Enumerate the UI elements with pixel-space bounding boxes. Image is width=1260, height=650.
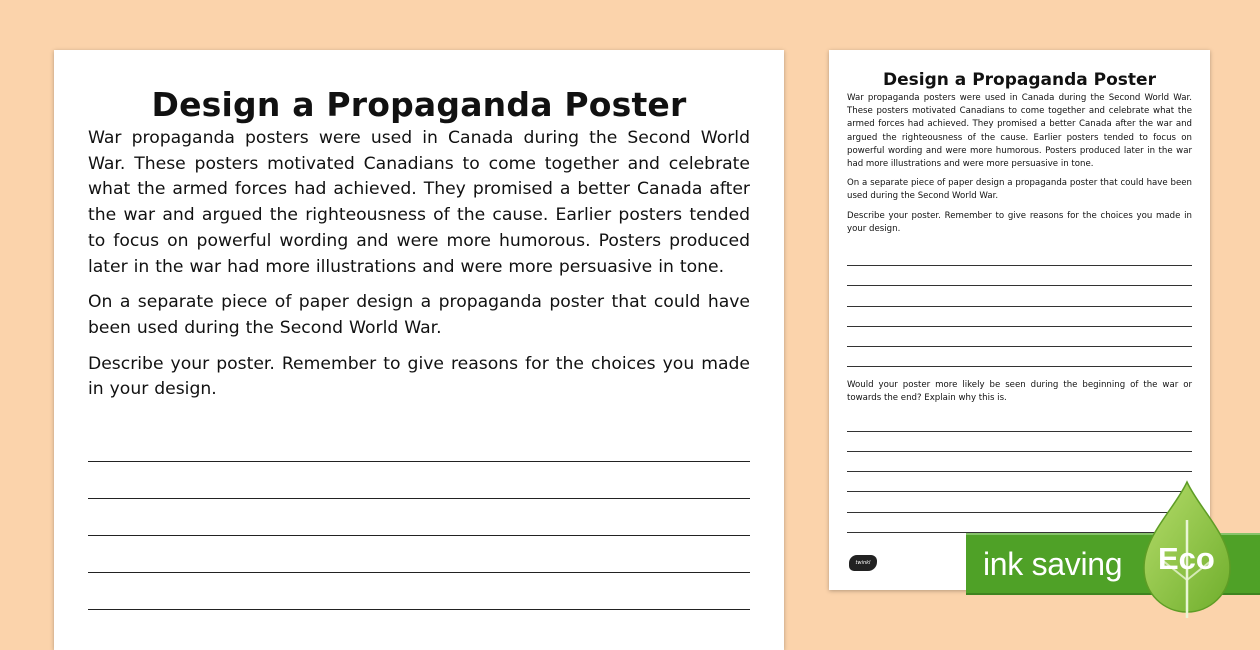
answer-line (88, 536, 750, 573)
thumbnail-title: Design a Propaganda Poster (883, 70, 1156, 90)
answer-line (847, 412, 1192, 432)
instruction-paragraph: On a separate piece of paper design a propaganda poster that could have been used during the Second World War. (88, 292, 750, 338)
answer-line (847, 327, 1192, 347)
intro-paragraph: War propaganda posters were used in Canada during the Second World War. These posters motivated Canadians to come together and celebrate what the armed forces had achieved. They promised a better Canada after the war and argued the righteousness of the cause. Earlier posters tended to focus on powerful wording and were more humorous. Posters produced later in the war had more illustrations and were more persuasive in tone. (88, 128, 750, 277)
describe-paragraph: Describe your poster. Remember to give reasons for the choices you made in your design. (88, 353, 750, 400)
eco-label: Eco (1158, 541, 1215, 576)
thumbnail-describe-paragraph: Describe your poster. Remember to give reasons for the choices you made in your design. (847, 210, 1192, 234)
answer-line (88, 499, 750, 536)
answer-line (847, 266, 1192, 286)
thumbnail-question: Would your poster more likely be seen during the beginning of the war or towards the end? Explain why this is. (847, 380, 1192, 404)
answer-line (847, 246, 1192, 266)
thumbnail-intro-paragraph: War propaganda posters were used in Canada during the Second World War. These posters motivated Canadians to come together and celebrate what the armed forces had achieved. They promised a better Canada after the war and argued the righteousness of the cause. Earlier posters tended to focus on powerful wording and were more humorous. Posters produced later in the war had more illustrations and were more persuasive in tone. (847, 93, 1192, 170)
thumbnail-answer-lines (847, 246, 1192, 367)
twinkl-logo: twinkl (849, 555, 877, 571)
answer-line (847, 452, 1192, 472)
answer-line (847, 432, 1192, 452)
worksheet-zoomed-page (54, 50, 784, 650)
ink-saving-label: ink saving (983, 546, 1123, 582)
thumbnail-instruction-paragraph: On a separate piece of paper design a propaganda poster that could have been used during the Second World War. (847, 178, 1192, 202)
answer-line (88, 573, 750, 610)
answer-lines (88, 425, 750, 610)
answer-line (847, 347, 1192, 367)
answer-line (88, 425, 750, 462)
worksheet-title: Design a Propaganda Poster (151, 85, 687, 124)
answer-line (88, 462, 750, 499)
answer-line (847, 286, 1192, 306)
answer-line (847, 307, 1192, 327)
